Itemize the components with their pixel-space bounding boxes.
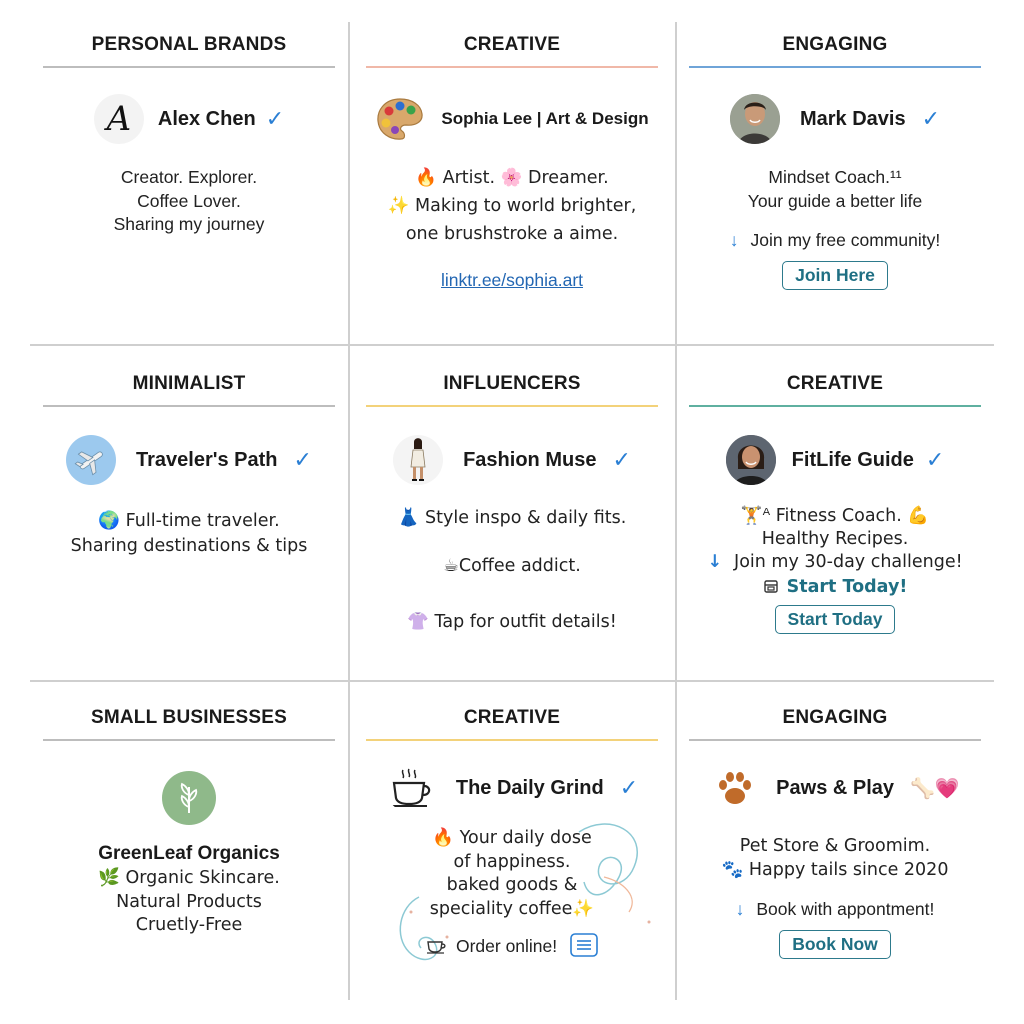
profile-header [349,94,675,144]
man-portrait-icon[interactable] [730,94,780,144]
bio-line: Healthy Recipes. [761,529,909,549]
category-heading: CREATIVE [463,34,561,55]
woman-portrait-icon[interactable] [726,435,776,485]
order-line[interactable] [349,933,675,959]
profile-card-engaging-coach [676,22,994,344]
profile-name[interactable]: Fashion Muse [463,448,597,471]
profile-link[interactable]: linktr.ee/sophia.art [440,270,584,290]
category-underline [689,66,981,68]
cta-text: Join my free community! [750,230,941,250]
coffee-cup-icon[interactable] [386,763,436,813]
bio-line: one brushstroke a aime. [405,224,619,244]
verified-check-icon: ✓ [293,447,312,472]
verified-check-icon: ✓ [612,447,631,472]
profile-header [349,435,675,485]
arrow-down-icon: ↓ [735,899,745,919]
category-underline [366,739,658,741]
script-a-logo-icon[interactable] [94,94,144,144]
profile-name[interactable]: Mark Davis [799,107,906,130]
profile-card-engaging-pets [676,682,994,1000]
bio-line: Pet Store & Groomim. [739,836,931,856]
profile-header [349,763,675,813]
profile-name[interactable]: Sophia Lee | Art & Design [441,109,649,128]
profile-card-creative-cafe [349,682,675,1000]
profile-name[interactable]: GreenLeaf Organics [98,843,280,864]
category-underline [689,405,981,407]
profile-header [676,94,994,144]
paint-palette-icon[interactable] [375,94,425,144]
bone-heart-icon: 🦴💗 [910,776,960,800]
verified-check-icon: ✓ [265,106,285,131]
bio-line: of happiness. [453,851,571,872]
join-here-button[interactable]: Join Here [782,261,888,290]
profile-header [30,435,348,485]
category-heading: CREATIVE [786,373,884,394]
profile-name[interactable]: Alex Chen [157,107,256,130]
cta-secondary[interactable] [676,576,994,599]
profile-bio [349,827,675,921]
menu-list-icon[interactable] [570,933,598,957]
calendar-icon [763,578,779,594]
order-text: Order online! [455,936,558,956]
bio-line: 🔥 Your daily dose [432,828,592,848]
profile-grid [30,22,994,1000]
category-heading: PERSONAL BRANDS [91,34,287,55]
profile-bio [30,867,348,938]
cta-line [676,898,994,922]
profile-bio [349,164,675,248]
category-underline [366,66,658,68]
profile-name[interactable]: FitLife Guide [791,448,914,471]
profile-name[interactable]: Traveler's Path [136,448,278,471]
profile-card-influencers [349,346,675,680]
bio-line: Cruetly-Free [135,915,243,935]
bio-line: ☕Coffee addict. [443,555,581,576]
category-heading: SMALL BUSINESSES [90,707,288,728]
profile-card-personal-brands [30,22,348,344]
bio-line: Sharing my journey [113,214,265,234]
bio-line: Mindset Coach.¹¹ [768,167,902,187]
profile-bio [676,505,994,599]
bio-line: Natural Products [116,891,262,912]
profile-bio [676,835,994,882]
coffee-cup-icon [426,936,448,954]
bio-line: 🐾 Happy tails since 2020 [721,859,949,880]
cta-line [676,551,994,574]
cta-text: Book with appontment! [756,899,935,919]
category-underline [689,739,981,741]
bio-line: 🏋ᴬ Fitness Coach. 💪 [740,506,930,526]
category-underline [43,739,335,741]
category-heading: MINIMALIST [132,373,246,394]
bio-line[interactable]: 👚 Tap for outfit details! [407,612,617,632]
verified-check-icon: ✓ [925,447,945,472]
profile-header [30,94,348,144]
category-underline [366,405,658,407]
profile-name[interactable]: The Daily Grind [455,776,604,799]
bio-line: 🔥 Artist. 🌸 Dreamer. [415,168,609,188]
bio-line: baked goods & [446,875,578,895]
profile-card-creative-fitness [676,346,994,680]
profile-name[interactable]: Paws & Play [776,776,895,799]
verified-check-icon: ✓ [921,106,941,131]
bio-line: 🌍 Full-time traveler. [98,511,280,531]
fashion-figure-icon[interactable] [393,435,443,485]
airplane-icon[interactable] [66,435,116,485]
bio-line: Coffee Lover. [137,190,241,211]
start-today-link[interactable]: Start Today! [786,577,908,597]
bio-line: ✨ Making to world brighter, [387,196,637,216]
profile-bio [676,166,994,213]
profile-card-minimalist [30,346,348,680]
start-today-button[interactable]: Start Today [775,605,896,634]
verified-check-icon: ✓ [619,775,639,800]
bio-line: 🌿 Organic Skincare. [98,868,280,888]
bio-line: Sharing destinations & tips [70,536,308,556]
category-heading: ENGAGING [782,34,888,55]
cta-line [676,229,994,253]
book-now-button[interactable]: Book Now [779,930,891,959]
leaf-logo-icon[interactable] [162,771,216,825]
profile-bio [30,509,348,559]
category-underline [43,66,335,68]
bio-line: 👗 Style inspo & daily fits. [397,508,627,528]
category-heading: CREATIVE [463,707,561,728]
arrow-down-icon: ↓ [729,230,739,250]
category-heading: INFLUENCERS [443,373,581,394]
profile-bio [30,166,348,237]
category-heading: ENGAGING [782,707,888,728]
profile-bio [349,507,675,635]
profile-card-creative-art [349,22,675,344]
bio-line: speciality coffee✨ [429,898,595,919]
bio-line: Your guide a better life [747,190,923,211]
category-underline [43,405,335,407]
paw-print-icon[interactable] [710,763,760,813]
avatar-letter: A [106,99,132,139]
bio-line: Creator. Explorer. [120,167,258,187]
cta-text: Join my 30-day challenge! [734,552,963,572]
profile-header [676,435,994,485]
profile-card-small-business [30,682,348,1000]
arrow-down-icon: ↓ [707,552,723,572]
profile-header [676,763,994,813]
